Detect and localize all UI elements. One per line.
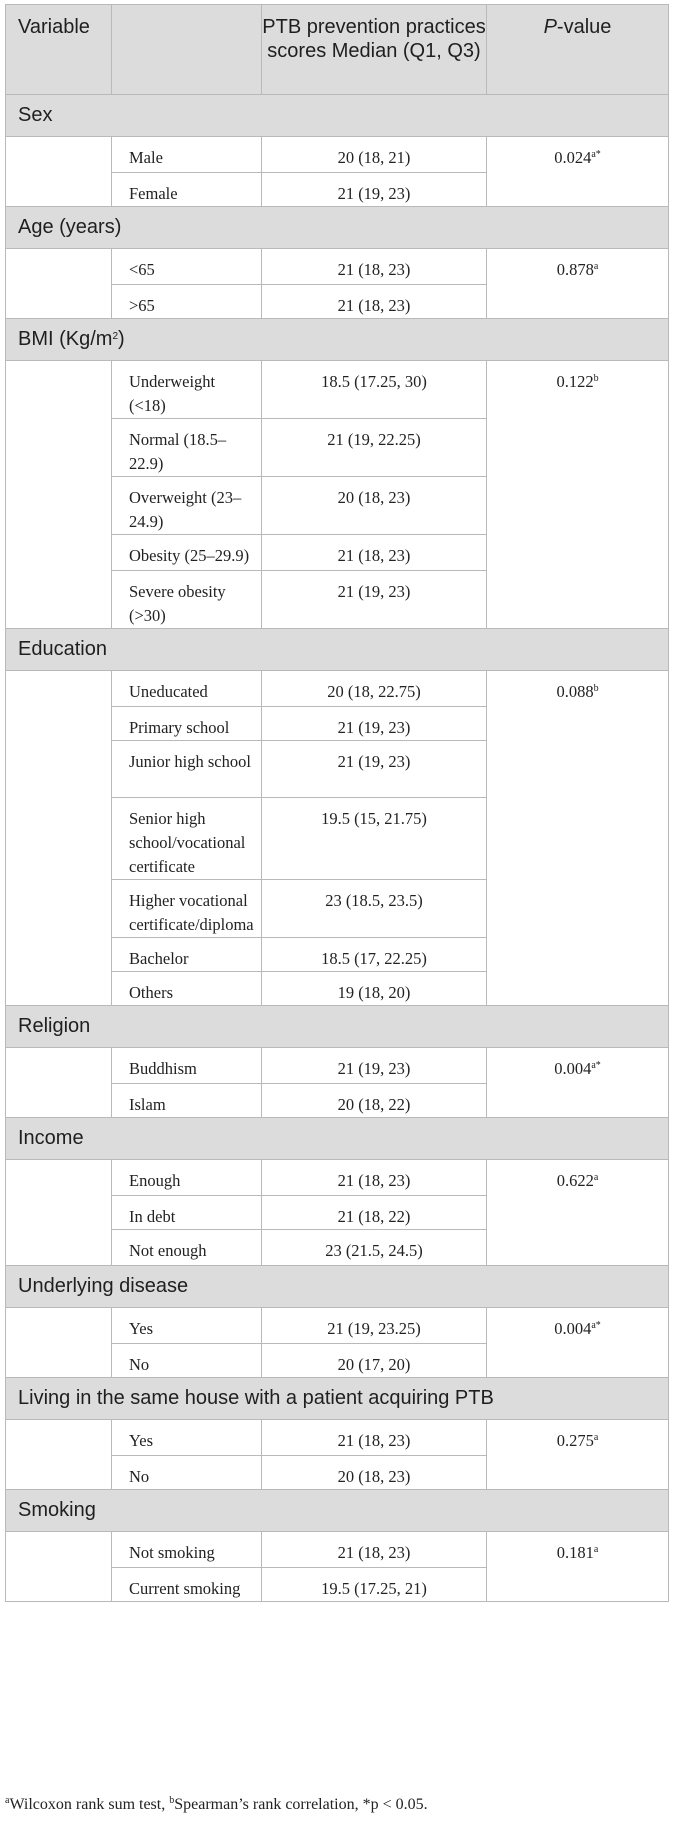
category-cell: Junior high school bbox=[112, 741, 262, 798]
p-value-cell bbox=[487, 361, 669, 629]
footnote-text-a: Wilcoxon rank sum test, bbox=[9, 1796, 170, 1813]
table-row bbox=[6, 1308, 669, 1344]
blank-variable-cell bbox=[6, 671, 112, 1006]
table-body bbox=[6, 95, 669, 1602]
score-cell: 18.5 (17, 22.25) bbox=[262, 938, 487, 972]
table-row bbox=[6, 361, 669, 419]
section-header-row bbox=[6, 1006, 669, 1048]
category-cell: Not smoking bbox=[112, 1532, 262, 1568]
score-cell: 18.5 (17.25, 30) bbox=[262, 361, 487, 419]
score-cell: 19.5 (17.25, 21) bbox=[262, 1568, 487, 1602]
p-value-sup: a bbox=[593, 1432, 599, 1443]
section-title-text: Religion bbox=[18, 1015, 91, 1037]
section-title-text: BMI (Kg/m bbox=[18, 328, 113, 350]
table-row bbox=[6, 1420, 669, 1456]
p-value-sup: a bbox=[593, 1544, 599, 1555]
blank-variable-cell bbox=[6, 1048, 112, 1118]
score-cell: 20 (18, 23) bbox=[262, 1456, 487, 1490]
p-value: 0.004 bbox=[554, 1059, 592, 1078]
section-title bbox=[6, 1490, 669, 1532]
p-value-cell bbox=[487, 1160, 669, 1266]
p-value-cell bbox=[487, 1532, 669, 1602]
p-value: 0.181 bbox=[556, 1543, 594, 1562]
score-cell: 21 (18, 23) bbox=[262, 535, 487, 571]
section-header-row bbox=[6, 1490, 669, 1532]
score-cell: 21 (19, 23) bbox=[262, 571, 487, 629]
category-cell: Not enough bbox=[112, 1230, 262, 1266]
score-cell: 21 (18, 23) bbox=[262, 1532, 487, 1568]
category-cell: Enough bbox=[112, 1160, 262, 1196]
blank-variable-cell bbox=[6, 137, 112, 207]
score-cell: 21 (18, 23) bbox=[262, 1420, 487, 1456]
category-cell: Yes bbox=[112, 1308, 262, 1344]
table-row bbox=[6, 1532, 669, 1568]
category-cell: No bbox=[112, 1344, 262, 1378]
category-cell: Severe obesity (>30) bbox=[112, 571, 262, 629]
category-cell: Underweight (<18) bbox=[112, 361, 262, 419]
p-value: 0.004 bbox=[554, 1319, 592, 1338]
p-value-sup: a bbox=[593, 1172, 599, 1183]
score-cell: 20 (18, 23) bbox=[262, 477, 487, 535]
section-title bbox=[6, 95, 669, 137]
footnote-text-b: Spearman’s rank correlation, *p < 0.05. bbox=[174, 1796, 428, 1813]
p-value: 0.878 bbox=[556, 260, 594, 279]
section-title-text: Sex bbox=[18, 104, 53, 126]
p-value: 0.088 bbox=[556, 682, 594, 701]
score-cell: 21 (19, 23.25) bbox=[262, 1308, 487, 1344]
score-cell: 20 (18, 21) bbox=[262, 137, 487, 173]
p-value-sup: a* bbox=[591, 1320, 601, 1331]
category-cell: Primary school bbox=[112, 707, 262, 741]
score-cell: 21 (19, 22.25) bbox=[262, 419, 487, 477]
section-header-row bbox=[6, 207, 669, 249]
score-cell: 21 (18, 23) bbox=[262, 249, 487, 285]
score-cell: 21 (18, 22) bbox=[262, 1196, 487, 1230]
blank-variable-cell bbox=[6, 361, 112, 629]
category-cell: Normal (18.5–22.9) bbox=[112, 419, 262, 477]
p-value-cell bbox=[487, 1308, 669, 1378]
score-cell: 21 (19, 23) bbox=[262, 173, 487, 207]
category-cell: >65 bbox=[112, 285, 262, 319]
p-value-cell bbox=[487, 137, 669, 207]
category-cell: Male bbox=[112, 137, 262, 173]
p-value-cell bbox=[487, 1048, 669, 1118]
section-title bbox=[6, 1006, 669, 1048]
blank-variable-cell bbox=[6, 249, 112, 319]
header-p-rest: -value bbox=[556, 16, 612, 38]
section-title-text: Underlying disease bbox=[18, 1275, 189, 1297]
p-value: 0.122 bbox=[556, 372, 594, 391]
score-cell: 21 (19, 23) bbox=[262, 741, 487, 798]
header-subgroup bbox=[112, 5, 262, 95]
category-cell: Others bbox=[112, 972, 262, 1006]
section-header-row bbox=[6, 629, 669, 671]
blank-variable-cell bbox=[6, 1420, 112, 1490]
footnote-sup-b: b bbox=[169, 1795, 175, 1806]
category-cell: Current smoking bbox=[112, 1568, 262, 1602]
table-row bbox=[6, 1160, 669, 1196]
section-title-text: Age (years) bbox=[18, 216, 122, 238]
p-value-cell bbox=[487, 249, 669, 319]
score-cell: 20 (18, 22.75) bbox=[262, 671, 487, 707]
score-cell: 20 (18, 22) bbox=[262, 1084, 487, 1118]
score-cell: 21 (19, 23) bbox=[262, 707, 487, 741]
section-title-text: Smoking bbox=[18, 1499, 96, 1521]
p-value-sup: b bbox=[593, 683, 599, 694]
header-p-value bbox=[487, 5, 669, 95]
section-title-text: Education bbox=[18, 638, 107, 660]
p-value: 0.275 bbox=[556, 1431, 594, 1450]
header-scores: PTB prevention practices scores Median (Q1, Q3) bbox=[262, 5, 487, 95]
table-row bbox=[6, 249, 669, 285]
table-row bbox=[6, 1048, 669, 1084]
category-cell: Yes bbox=[112, 1420, 262, 1456]
category-cell: <65 bbox=[112, 249, 262, 285]
section-title bbox=[6, 1266, 669, 1308]
section-title-sup: 2 bbox=[112, 331, 119, 342]
p-value: 0.622 bbox=[556, 1171, 594, 1190]
table-row bbox=[6, 137, 669, 173]
p-value-sup: a bbox=[593, 261, 599, 272]
section-header-row bbox=[6, 319, 669, 361]
blank-variable-cell bbox=[6, 1160, 112, 1266]
category-cell: Obesity (25–29.9) bbox=[112, 535, 262, 571]
section-title bbox=[6, 629, 669, 671]
p-value-sup: a* bbox=[591, 1060, 601, 1071]
section-title bbox=[6, 207, 669, 249]
section-title-text: Living in the same house with a patient acquiring PTB bbox=[18, 1387, 494, 1409]
p-value-cell bbox=[487, 671, 669, 1006]
results-table bbox=[5, 4, 669, 1602]
section-title bbox=[6, 1378, 669, 1420]
section-header-row bbox=[6, 1378, 669, 1420]
section-title-after: ) bbox=[118, 328, 125, 350]
footnote bbox=[5, 1796, 668, 1814]
score-cell: 23 (21.5, 24.5) bbox=[262, 1230, 487, 1266]
category-cell: Islam bbox=[112, 1084, 262, 1118]
p-value-sup: b bbox=[593, 373, 599, 384]
score-cell: 21 (18, 23) bbox=[262, 285, 487, 319]
header-variable: Variable bbox=[6, 5, 112, 95]
p-value-cell bbox=[487, 1420, 669, 1490]
table-row bbox=[6, 671, 669, 707]
section-title bbox=[6, 319, 669, 361]
score-cell: 23 (18.5, 23.5) bbox=[262, 880, 487, 938]
category-cell: Higher vocational certificate/diploma bbox=[112, 880, 262, 938]
blank-variable-cell bbox=[6, 1532, 112, 1602]
category-cell: Uneducated bbox=[112, 671, 262, 707]
score-cell: 21 (19, 23) bbox=[262, 1048, 487, 1084]
category-cell: Female bbox=[112, 173, 262, 207]
header-p-italic: P bbox=[543, 16, 557, 38]
section-header-row bbox=[6, 1118, 669, 1160]
p-value-sup: a* bbox=[591, 149, 601, 160]
category-cell: Buddhism bbox=[112, 1048, 262, 1084]
score-cell: 19.5 (15, 21.75) bbox=[262, 798, 487, 880]
score-cell: 19 (18, 20) bbox=[262, 972, 487, 1006]
header-row bbox=[6, 5, 669, 95]
section-header-row bbox=[6, 95, 669, 137]
section-header-row bbox=[6, 1266, 669, 1308]
category-cell: Overweight (23–24.9) bbox=[112, 477, 262, 535]
blank-variable-cell bbox=[6, 1308, 112, 1378]
footnote-sup-a: a bbox=[5, 1795, 10, 1806]
section-title-text: Income bbox=[18, 1127, 84, 1149]
score-cell: 21 (18, 23) bbox=[262, 1160, 487, 1196]
score-cell: 20 (17, 20) bbox=[262, 1344, 487, 1378]
category-cell: In debt bbox=[112, 1196, 262, 1230]
category-cell: No bbox=[112, 1456, 262, 1490]
category-cell: Senior high school/vocational certificate bbox=[112, 798, 262, 880]
category-cell: Bachelor bbox=[112, 938, 262, 972]
p-value: 0.024 bbox=[554, 148, 592, 167]
section-title bbox=[6, 1118, 669, 1160]
